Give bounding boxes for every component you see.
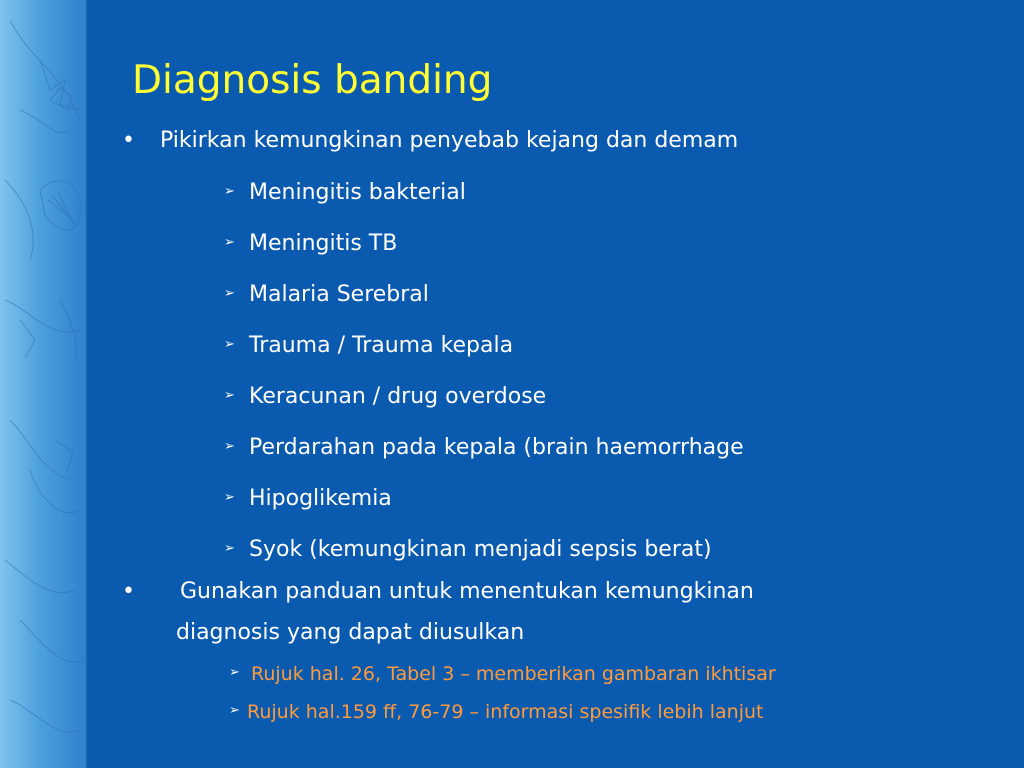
arrow-bullet-icon: ➢ bbox=[224, 438, 235, 454]
list-item-text: Meningitis TB bbox=[249, 231, 398, 256]
bullet-text-line1: Gunakan panduan untuk menentukan kemungkinan bbox=[180, 579, 754, 604]
arrow-bullet-icon: ➢ bbox=[224, 489, 235, 505]
reference-text: Rujuk hal.159 ff, 76-79 – informasi spesifik lebih lanjut bbox=[247, 701, 764, 723]
arrow-bullet-icon: ➢ bbox=[224, 336, 235, 352]
list-item bbox=[224, 282, 429, 307]
list-item-text: Meningitis bakterial bbox=[249, 180, 466, 205]
list-item-text: Trauma / Trauma kepala bbox=[249, 333, 514, 358]
side-band-edge bbox=[86, 0, 89, 768]
slide-title: Diagnosis banding bbox=[132, 58, 493, 103]
arrow-bullet-icon: ➢ bbox=[224, 234, 235, 250]
list-item-text: Keracunan / drug overdose bbox=[249, 384, 547, 409]
bullet-text: Pikirkan kemungkinan penyebab kejang dan demam bbox=[160, 128, 739, 153]
decorative-side-band bbox=[0, 0, 88, 768]
bullet-marker: • bbox=[122, 579, 135, 604]
list-item-text: Hipoglikemia bbox=[249, 486, 392, 511]
list-item bbox=[224, 486, 392, 511]
list-item bbox=[224, 435, 744, 460]
list-item-text: Perdarahan pada kepala (brain haemorrhage bbox=[249, 435, 744, 460]
list-item bbox=[224, 384, 546, 409]
arrow-bullet-icon: ➢ bbox=[224, 285, 235, 301]
arrow-bullet-icon: ➢ bbox=[224, 540, 235, 556]
list-item bbox=[224, 537, 712, 562]
reference-text: Rujuk hal. 26, Tabel 3 – memberikan gambaran ikhtisar bbox=[251, 663, 776, 685]
list-item-text: Syok (kemungkinan menjadi sepsis berat) bbox=[249, 537, 712, 562]
arrow-bullet-icon: ➢ bbox=[224, 387, 235, 403]
arrow-bullet-icon: ➢ bbox=[229, 665, 240, 680]
list-item bbox=[224, 180, 466, 205]
arrow-bullet-icon: ➢ bbox=[224, 183, 235, 199]
list-item-text: Malaria Serebral bbox=[249, 282, 429, 307]
reference-item bbox=[229, 701, 763, 723]
bullet-marker: • bbox=[122, 128, 135, 153]
reference-item bbox=[229, 663, 776, 685]
list-item bbox=[224, 231, 397, 256]
arrow-bullet-icon: ➢ bbox=[229, 703, 240, 718]
botanical-sketch-decoration bbox=[0, 0, 88, 768]
list-item bbox=[224, 333, 513, 358]
bullet-text-line2: diagnosis yang dapat diusulkan bbox=[176, 620, 525, 645]
